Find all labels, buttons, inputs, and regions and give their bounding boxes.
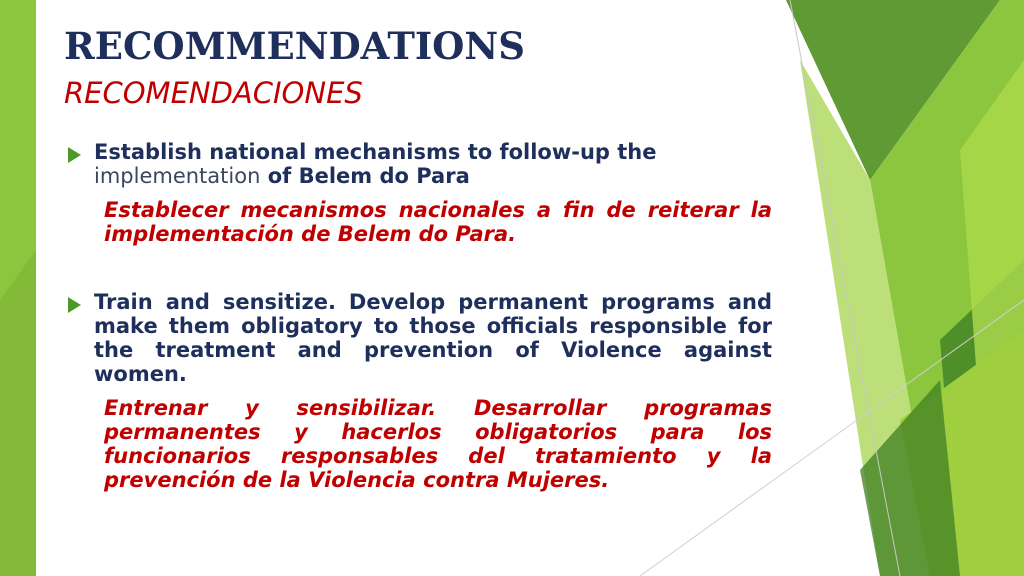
spacer (64, 246, 772, 290)
bullet-1-english-lead: Establish national mechanisms to follow-up the (94, 140, 657, 164)
slide-body (64, 140, 772, 492)
bullet-item-2 (64, 290, 772, 386)
right-triangle-icon (68, 297, 81, 313)
slide-subtitle: RECOMENDACIONES (64, 76, 363, 110)
bullet-2-english: Train and sensitize. Develop permanent programs and make them obligatory to those officials responsible for the treatment and prevention of Violence against women. (94, 290, 772, 386)
spacer (64, 386, 772, 396)
bullet-2-spanish: Entrenar y sensibilizar. Desarrollar programas permanentes y hacerlos obligatorios para los funcionarios responsables del tratamiento y la prevención de la Violencia contra Mujeres. (104, 396, 772, 492)
left-green-strip-shade (0, 250, 36, 576)
bullet-1-english-muted: implementation (94, 164, 261, 188)
bullet-1-english-tail: of Belem do Para (260, 164, 470, 188)
bullet-1-english (94, 140, 772, 188)
bullet-item-1 (64, 140, 772, 188)
slide-title: RECOMMENDATIONS (64, 24, 525, 68)
spacer (64, 188, 772, 198)
bullet-1-spanish: Establecer mecanismos nacionales a fin de reiterar la implementación de Belem do Para. (104, 198, 772, 246)
right-triangle-icon (68, 147, 81, 163)
